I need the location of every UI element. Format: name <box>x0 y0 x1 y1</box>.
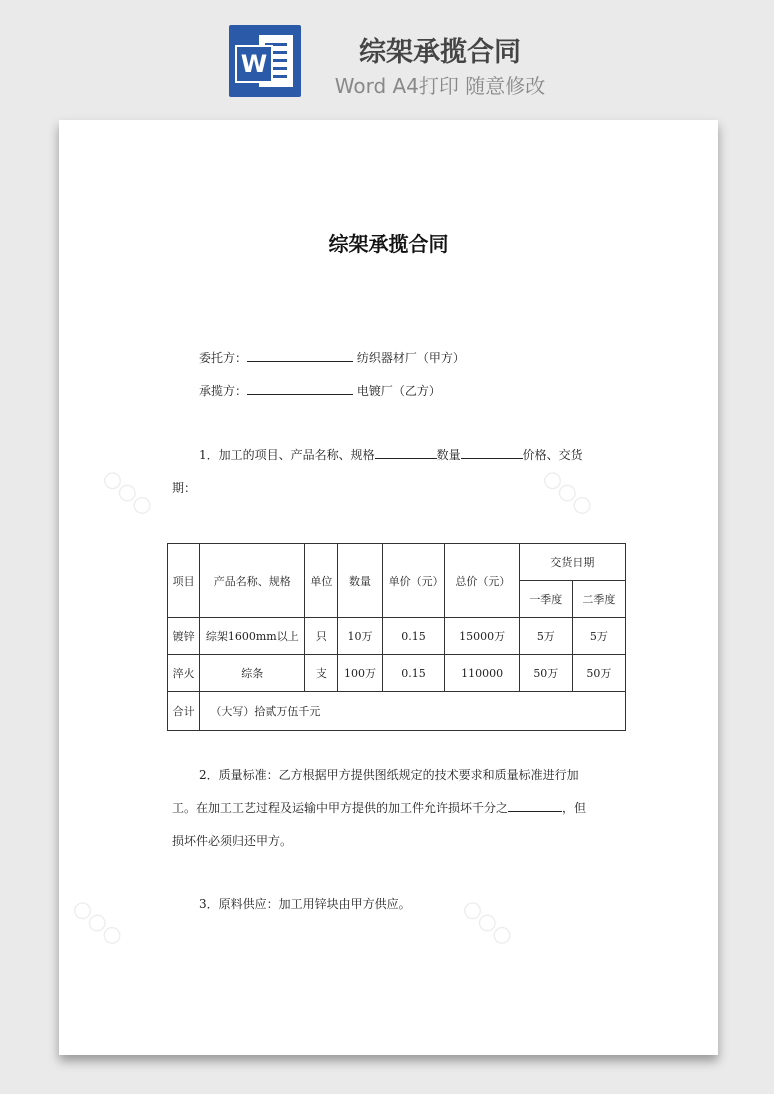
document-title: 综架承揽合同 <box>328 232 449 256</box>
header-qty: 数量 <box>338 544 382 618</box>
clause2-line2: 工。在加工工艺过程及运输中甲方提供的加工件允许损坏千分之 ，但 <box>172 801 587 815</box>
clause1-line2: 期： <box>172 481 197 495</box>
contractor-label: 承揽方： <box>199 384 248 398</box>
spec-blank <box>375 447 437 459</box>
header-q1: 一季度 <box>519 581 572 618</box>
clause2-line1: 2．质量标准：乙方根据甲方提供图纸规定的技术要求和质量标准进行加 <box>199 768 579 782</box>
total-label: 合计 <box>168 692 200 731</box>
watermark: ○○○ <box>67 894 128 951</box>
watermark: ○○○ <box>457 894 518 951</box>
header-subtitle: Word A4打印 随意修改 <box>334 74 546 98</box>
contractor-line <box>199 382 441 399</box>
header-product: 产品名称、规格 <box>200 544 305 618</box>
watermark: ○○○ <box>97 464 158 521</box>
table-total-row <box>168 692 626 731</box>
contractor-name: 电镀厂（乙方） <box>356 384 441 398</box>
header-q2: 二季度 <box>572 581 625 618</box>
word-icon <box>229 25 301 97</box>
client-line <box>199 349 465 366</box>
table-row: 镀锌 综架1600mm以上 只 10万 0.15 15000万 5万 5万 <box>168 618 626 655</box>
document-page <box>59 120 718 1055</box>
damage-blank <box>508 800 562 812</box>
header-unit-price: 单价（元） <box>382 544 445 618</box>
total-value: （大写）拾贰万伍千元 <box>200 692 626 731</box>
contractor-blank <box>247 383 353 395</box>
header-total: 总价（元） <box>445 544 519 618</box>
word-letter-badge: W <box>235 45 273 83</box>
client-blank <box>247 350 353 362</box>
table-row: 淬火 综条 支 100万 0.15 110000 50万 50万 <box>168 655 626 692</box>
watermark: ○○○ <box>537 464 598 521</box>
quantity-blank <box>461 447 523 459</box>
header-delivery: 交货日期 <box>519 544 625 581</box>
clause1-line1: 1．加工的项目、产品名称、规格 数量 价格、交货 <box>199 448 583 462</box>
header-title: 综架承揽合同 <box>359 37 521 68</box>
contract-table <box>167 543 626 731</box>
client-name: 纺织器材厂（甲方） <box>356 351 465 365</box>
client-label: 委托方： <box>199 351 248 365</box>
header-item: 项目 <box>168 544 200 618</box>
header-unit: 单位 <box>305 544 338 618</box>
page-header <box>0 0 774 110</box>
clause2-line3: 损坏件必须归还甲方。 <box>172 834 293 848</box>
clause3-line: 3．原料供应：加工用锌块由甲方供应。 <box>199 897 411 911</box>
